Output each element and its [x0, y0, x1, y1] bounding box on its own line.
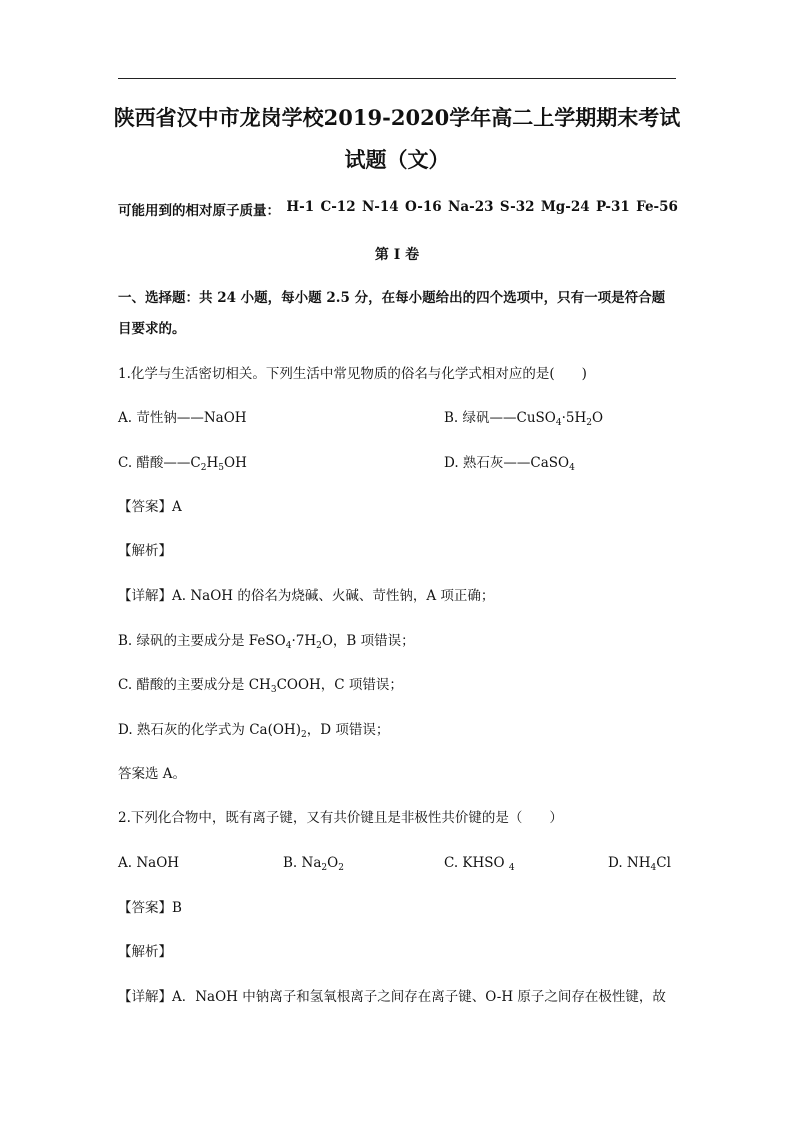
page-subtitle: 试题（文）: [344, 147, 450, 172]
volume-heading: 第 I 卷: [374, 247, 420, 263]
q2-option-c: C. KHSO $_4$: [444, 855, 515, 873]
q1-detail-d: D. 熟石灰的化学式为 $Ca(OH)_2$，D 项错误；: [118, 722, 390, 740]
q2-detail: 【详解】A．NaOH 中钠离子和氢氧根离子之间存在离子键、O-H 原子之间存在极性键，故: [118, 989, 666, 1005]
q1-answer: 【答案】A: [118, 499, 182, 515]
atomic-masses-label: 可能用到的相对原子质量：: [118, 203, 280, 219]
atomic-mass-item: O-16: [405, 199, 442, 215]
q2-option-b: B. $Na_2O_2$: [283, 855, 344, 873]
q1-stem: 1.化学与生活密切相关。下列生活中常见物质的俗名与化学式相对应的是( ): [118, 366, 587, 382]
q2-analysis: 【解析】: [118, 944, 172, 960]
q2-answer: 【答案】B: [118, 900, 182, 916]
q1-analysis: 【解析】: [118, 543, 172, 559]
q1-conclusion: 答案选 A。: [118, 766, 187, 782]
q1-detail: 【详解】A. NaOH 的俗名为烧碱、火碱、苛性钠，A 项正确；: [118, 588, 495, 604]
q1-option-c: C. 醋酸$——C_2H_5OH$: [118, 455, 247, 473]
q1-option-d: D. 熟石灰——CaSO$_4$: [444, 455, 575, 473]
q1-detail-b: B. 绿矾的主要成分是 $FeSO_4\cdot 7H_2O$，B 项错误；: [118, 633, 415, 651]
q2-stem: 2.下列化合物中，既有离子键，又有共价键且是非极性共价键的是（ ）: [118, 810, 563, 826]
page-title: 陕西省汉中市龙岗学校2019-2020学年高二上学期期末考试: [113, 105, 681, 130]
atomic-mass-item: Na-23: [448, 199, 494, 215]
atomic-masses-line: [118, 199, 678, 219]
section-instructions-line2: 目要求的。: [118, 321, 186, 337]
atomic-mass-item: Mg-24: [540, 199, 590, 215]
q2-option-d: D. $NH_4Cl$: [608, 855, 671, 873]
section-instructions-line1: 一、选择题：共 24 小题，每小题 2.5 分，在每小题给出的四个选项中，只有一项是符合题: [118, 290, 666, 306]
atomic-mass-item: C-12: [320, 199, 356, 215]
q2-option-a: A. NaOH: [118, 855, 180, 871]
header-rule: [118, 78, 676, 79]
q1-detail-c: C. 醋酸的主要成分是 $CH_3COOH$，C 项错误；: [118, 677, 403, 695]
q1-option-a: A. 苛性钠——NaOH: [118, 410, 247, 426]
atomic-mass-item: N-14: [361, 199, 399, 215]
q1-option-b: B. 绿矾$——CuSO_4\cdot 5H_2O$: [444, 410, 604, 428]
atomic-mass-item: S-32: [499, 199, 535, 215]
atomic-mass-item: H-1: [286, 199, 315, 215]
atomic-mass-item: Fe-56: [636, 199, 678, 215]
atomic-mass-item: P-31: [595, 199, 630, 215]
